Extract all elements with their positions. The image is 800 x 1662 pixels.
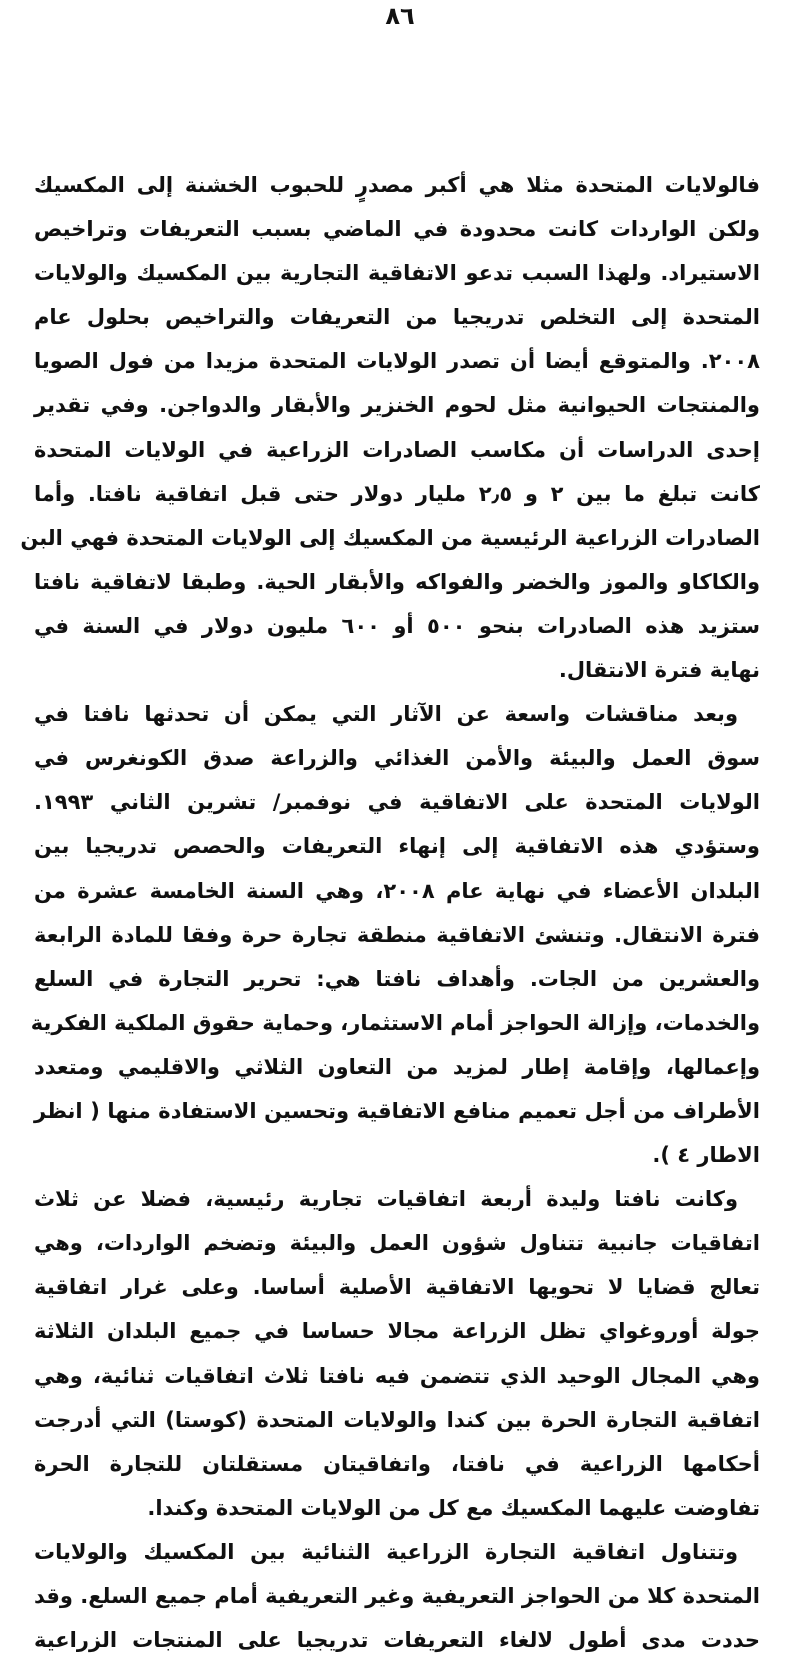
page-number: ٨٦ xyxy=(385,2,415,30)
text-line: تعالج قضايا لا تحويها الاتفاقية الأصلية أساسا. وعلى غرار اتفاقية xyxy=(34,1275,760,1300)
text-line: جولة أوروغواي تظل الزراعة مجالا حساسا في جميع البلدان الثلاثة xyxy=(34,1319,760,1344)
text-line: ٢٠٠٨. والمتوقع أيضا أن تصدر الولايات المتحدة مزيدا من فول الصويا xyxy=(34,349,760,374)
text-line: اتفاقية التجارة الحرة بين كندا والولايات المتحدة (كوستا) التي أدرجت xyxy=(34,1407,760,1432)
text-line: الأطراف من أجل تعميم منافع الاتفاقية وتحسين الاستفادة منها ( انظر xyxy=(34,1098,760,1123)
text-line: والعشرين من الجات. وأهداف نافتا هي: تحرير التجارة في السلع xyxy=(34,966,760,991)
text-line: تفاوضت عليهما المكسيك مع كل من الولايات المتحدة وكندا. xyxy=(147,1495,760,1520)
text-line: وإعمالها، وإقامة إطار لمزيد من التعاون الثلاثي والاقليمي ومتعدد xyxy=(34,1054,760,1079)
text-line: الاستيراد. ولهذا السبب تدعو الاتفاقية التجارية بين المكسيك والولايات xyxy=(34,261,760,286)
text-line: وستؤدي هذه الاتفاقية إلى إنهاء التعريفات والحصص تدريجيا بين xyxy=(34,834,760,859)
text-line: إحدى الدراسات أن مكاسب الصادرات الزراعية في الولايات المتحدة xyxy=(34,437,760,462)
text-line: ولكن الواردات كانت محدودة في الماضي بسبب التعريفات وتراخيص xyxy=(34,217,760,242)
text-line: الصادرات الزراعية الرئيسية من المكسيك إلى الولايات المتحدة فهي البن xyxy=(20,525,760,550)
text-line: وبعد مناقشات واسعة عن الآثار التي يمكن أن تحدثها نافتا في xyxy=(34,702,738,727)
text-line: اتفاقيات جانبية تتناول شؤون العمل والبيئة وتضخم الواردات، وهي xyxy=(34,1231,760,1256)
text-line: والخدمات، وإزالة الحواجز أمام الاستثمار، وحماية حقوق الملكية الفكرية xyxy=(30,1010,760,1035)
text-line: أحكامها الزراعية في نافتا، واتفاقيتان مستقلتان للتجارة الحرة xyxy=(34,1451,760,1476)
text-line: نهاية فترة الانتقال. xyxy=(558,658,760,683)
text-line: وكانت نافتا وليدة أربعة اتفاقيات تجارية رئيسية، فضلا عن ثلاث xyxy=(34,1187,738,1212)
text-line: المتحدة كلا من الحواجز التعريفية وغير التعريفية أمام جميع السلع. وقد xyxy=(33,1584,760,1608)
text-line: ستزيد هذه الصادرات بنحو ٥٠٠ أو ٦٠٠ مليون دولار في السنة في xyxy=(34,613,760,638)
body-text xyxy=(0,163,800,1662)
text-line: وتتناول اتفاقية التجارة الزراعية الثنائية بين المكسيك والولايات xyxy=(34,1539,738,1564)
text-line: الاطار ٤ ). xyxy=(652,1143,760,1168)
text-line: فترة الانتقال. وتنشئ الاتفاقية منطقة تجارة حرة وفقا للمادة الرابعة xyxy=(34,922,760,947)
text-line: البلدان الأعضاء في نهاية عام ٢٠٠٨، وهي السنة الخامسة عشرة من xyxy=(34,878,761,903)
text-line: والكاكاو والموز والخضر والفواكه والأبقار الحية. وطبقا لاتفاقية نافتا xyxy=(34,569,760,594)
text-line: الولايات المتحدة على الاتفاقية في نوفمبر/ تشرين الثاني ١٩٩٣. xyxy=(34,790,760,815)
text-line: والمنتجات الحيوانية مثل لحوم الخنزير والأبقار والدواجن. وفي تقدير xyxy=(34,393,760,418)
text-line: وهي المجال الوحيد الذي تتضمن فيه نافتا ثلاث اتفاقيات ثنائية، وهي xyxy=(34,1363,760,1388)
text-line: المتحدة إلى التخلص تدريجيا من التعريفات والتراخيص بحلول عام xyxy=(34,305,760,330)
text-line: سوق العمل والبيئة والأمن الغذائي والزراعة صدق الكونغرس في xyxy=(34,746,760,771)
text-line: فالولايات المتحدة مثلا هي أكبر مصدرٍ للحبوب الخشنة إلى المكسيك xyxy=(34,173,760,197)
text-line: كانت تبلغ ما بين ٢ و ٢٫٥ مليار دولار حتى قبل اتفاقية نافتا. وأما xyxy=(34,481,760,506)
text-line: حددت مدى أطول لالغاء التعريفات تدريجيا على المنتجات الزراعية xyxy=(34,1628,760,1653)
